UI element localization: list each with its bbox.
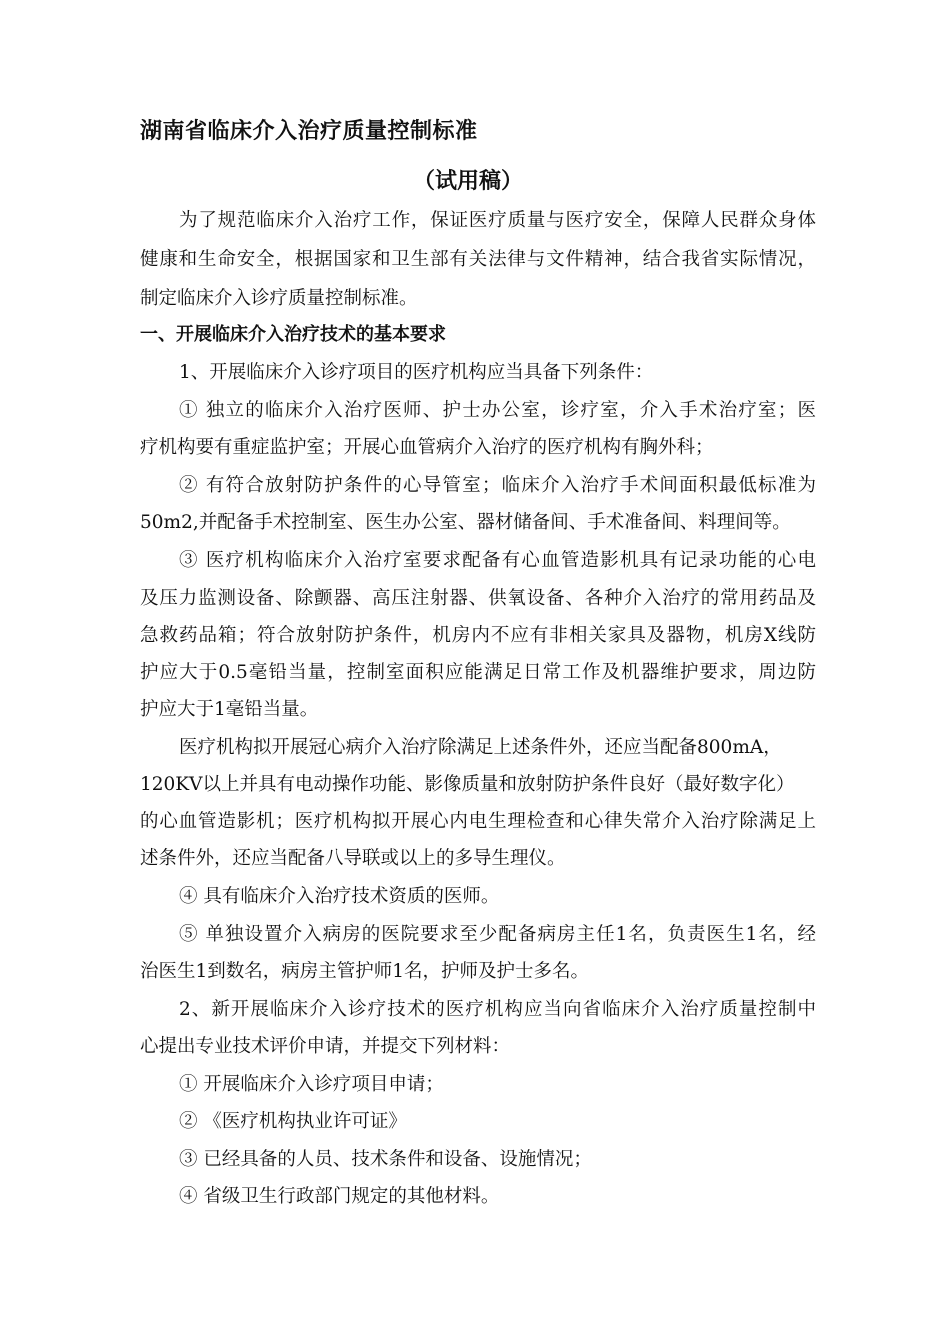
document-subtitle: （试用稿） xyxy=(413,169,524,194)
material-line: ① 开展临床介入诊疗项目申请； xyxy=(179,1074,444,1095)
condition-line: 护应大于0.5毫铅当量，控制室面积应能满足日常工作及机器维护要求，周边防 xyxy=(140,662,816,683)
list-item: 心提出专业技术评价申请，并提交下列材料： xyxy=(140,1036,511,1057)
condition-line: 治医生1到数名，病房主管护师1名，护师及护士多名。 xyxy=(140,961,590,982)
list-item: 1、开展临床介入诊疗项目的医疗机构应当具备下列条件： xyxy=(179,362,654,383)
section-heading: 一、开展临床介入治疗技术的基本要求 xyxy=(140,324,446,345)
condition-line: 急救药品箱；符合放射防护条件，机房内不应有非相关家具及器物，机房X线防 xyxy=(140,625,816,646)
paragraph-line: 120KV以上并具有电动操作功能、影像质量和放射防护条件良好（最好数字化） xyxy=(140,774,795,795)
condition-line: ⑤ 单独设置介入病房的医院要求至少配备病房主任1名，负责医生1名，经 xyxy=(179,924,816,945)
paragraph-line: 医疗机构拟开展冠心病介入治疗除满足上述条件外，还应当配备800mA， xyxy=(179,737,782,758)
intro-line: 健康和生命安全，根据国家和卫生部有关法律与文件精神，结合我省实际情况， xyxy=(140,249,816,270)
material-line: ④ 省级卫生行政部门规定的其他材料。 xyxy=(179,1186,500,1207)
condition-line: ③ 医疗机构临床介入治疗室要求配备有心血管造影机具有记录功能的心电 xyxy=(179,550,816,571)
paragraph-line: 的心血管造影机；医疗机构拟开展心内电生理检查和心律失常介入治疗除满足上 xyxy=(140,811,816,832)
intro-line: 制定临床介入诊疗质量控制标准。 xyxy=(140,288,418,309)
intro-line: 为了规范临床介入治疗工作，保证医疗质量与医疗安全，保障人民群众身体 xyxy=(179,210,816,231)
paragraph-line: 述条件外，还应当配备八导联或以上的多导生理仪。 xyxy=(140,848,566,869)
material-line: ③ 已经具备的人员、技术条件和设备、设施情况； xyxy=(179,1149,592,1170)
material-line: ② 《医疗机构执业许可证》 xyxy=(179,1111,407,1132)
list-item: 2、新开展临床介入诊疗技术的医疗机构应当向省临床介入治疗质量控制中 xyxy=(179,999,816,1020)
condition-line: ② 有符合放射防护条件的心导管室；临床介入治疗手术间面积最低标准为 xyxy=(179,475,816,496)
condition-line: 及压力监测设备、除颤器、高压注射器、供氧设备、各种介入治疗的常用药品及 xyxy=(140,588,816,609)
document-title: 湖南省临床介入治疗质量控制标准 xyxy=(140,119,478,144)
condition-line: 50m2,并配备手术控制室、医生办公室、器材储备间、手术准备间、料理间等。 xyxy=(140,512,791,533)
condition-line: 护应大于1毫铅当量。 xyxy=(140,699,319,720)
condition-line: ① 独立的临床介入治疗医师、护士办公室，诊疗室，介入手术治疗室；医 xyxy=(179,400,816,421)
condition-line: ④ 具有临床介入治疗技术资质的医师。 xyxy=(179,886,500,907)
condition-line: 疗机构要有重症监护室；开展心血管病介入治疗的医疗机构有胸外科； xyxy=(140,437,714,458)
